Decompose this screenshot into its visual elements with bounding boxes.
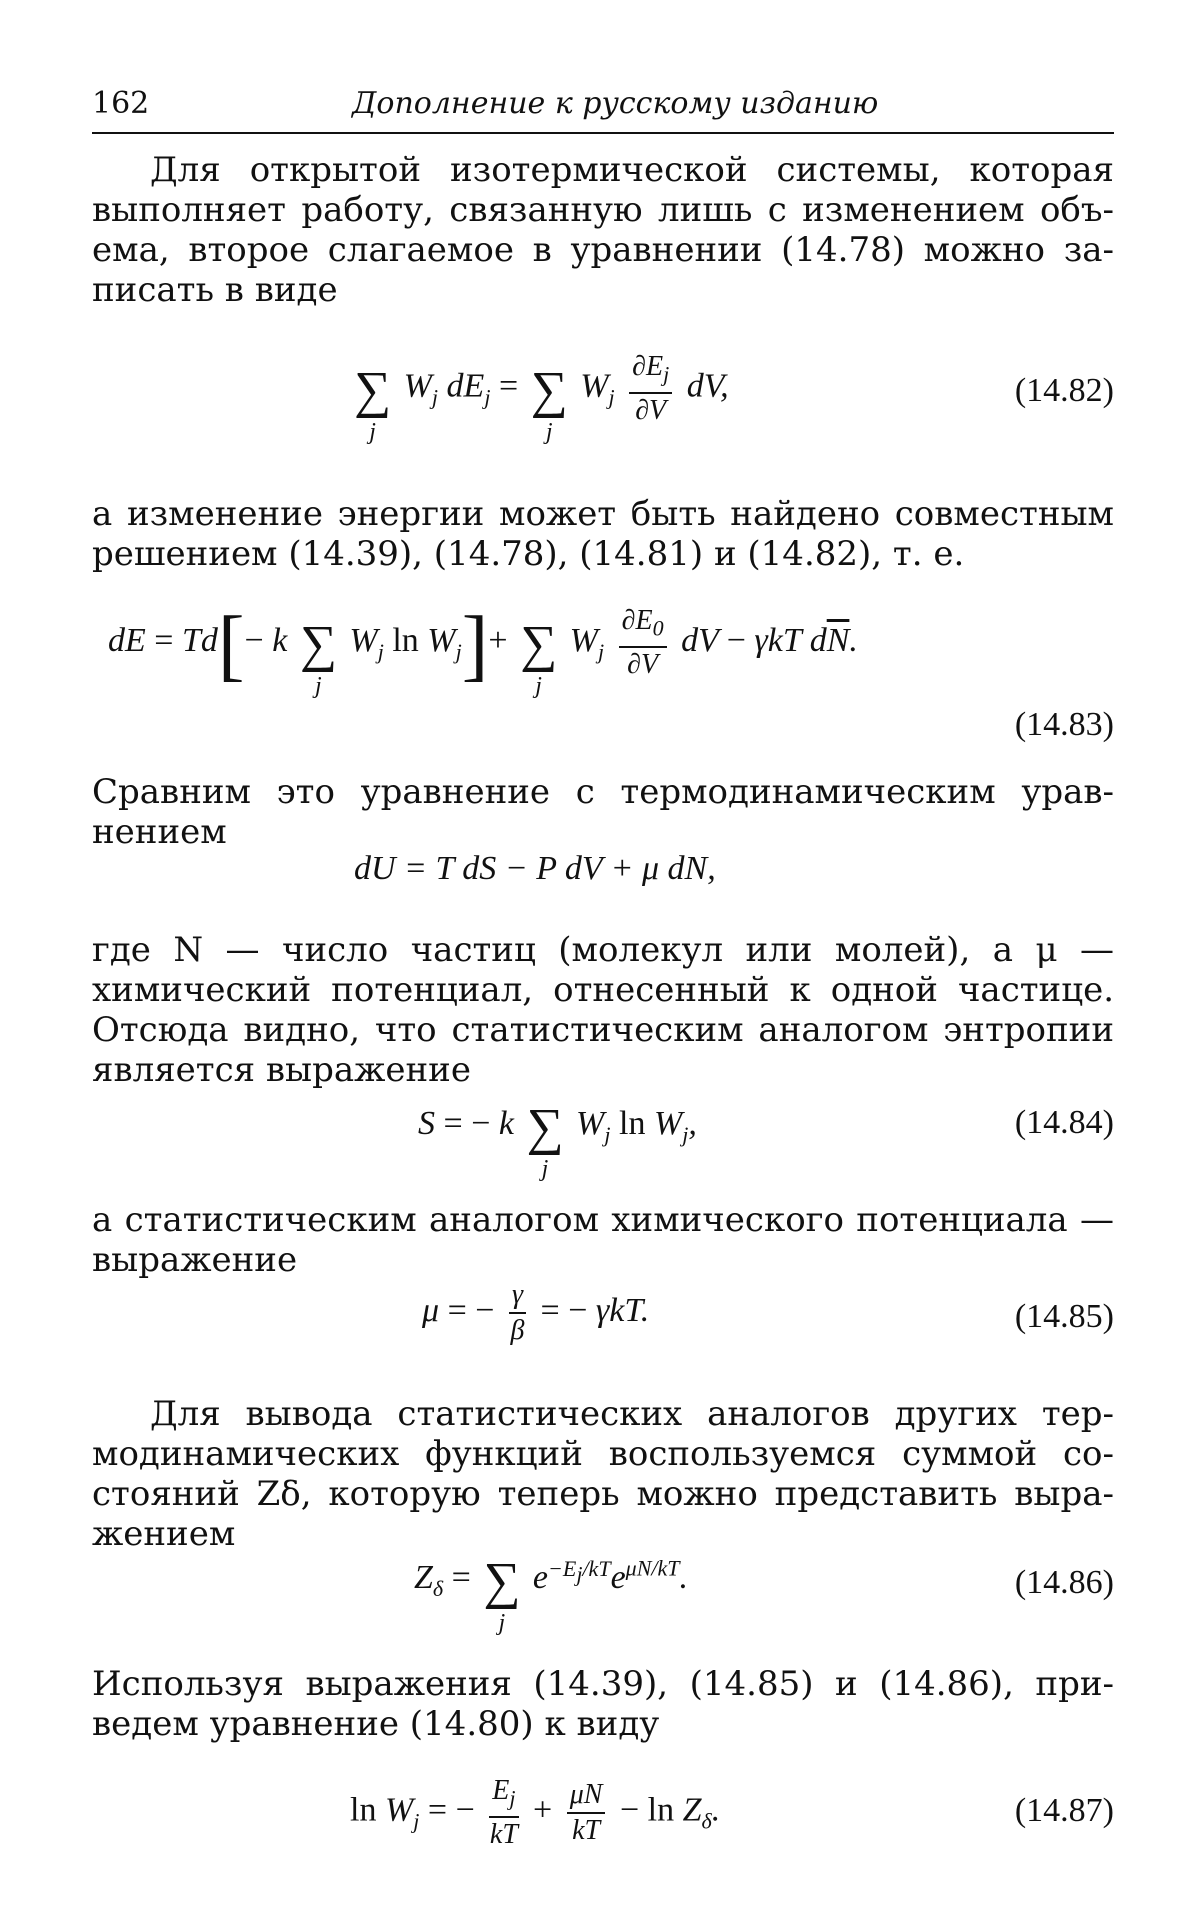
text-line: нением bbox=[92, 812, 227, 852]
equation-thermodynamic: dU = T dS − P dV + μ dN, bbox=[354, 850, 716, 887]
fraction: $\frac{\partial E_j}{\partial V}$ bbox=[629, 352, 672, 426]
text-line: стояний Zδ, которую теперь можно представить выра- bbox=[92, 1474, 1114, 1514]
equation-number: (14.87) bbox=[1014, 1792, 1114, 1829]
page-header bbox=[92, 86, 1114, 130]
equation-number: (14.85) bbox=[1014, 1298, 1114, 1335]
equation-14-82: ∑ j $W_j$ $dE_j$ = ∑ j $W_j$ $\frac{\partial E_j}{\partial V}$ dV, bbox=[354, 351, 729, 445]
sum-symbol: ∑ j bbox=[299, 616, 337, 699]
sum-symbol: ∑ j bbox=[520, 616, 558, 699]
equation-number: (14.84) bbox=[1014, 1104, 1114, 1141]
text-line: модинамических функций воспользуемся суммой со- bbox=[92, 1434, 1114, 1474]
text-line: решением (14.39), (14.78), (14.81) и (14.82), т. е. bbox=[92, 534, 965, 574]
fraction: $\frac{\mu N}{kT}$ bbox=[567, 1780, 606, 1846]
paragraph-5 bbox=[92, 1200, 1114, 1280]
text-line: Для открытой изотермической системы, которая bbox=[150, 150, 1114, 190]
sum-symbol: ∑ j bbox=[483, 1553, 521, 1636]
text-line: Для вывода статистических аналогов других тер- bbox=[150, 1394, 1114, 1434]
fraction: $\frac{\gamma}{\beta}$ bbox=[510, 1279, 525, 1346]
paragraph-4 bbox=[92, 930, 1114, 1090]
sum-symbol: ∑ j bbox=[530, 361, 568, 445]
text-line: а статистическим аналогом химического потенциала — bbox=[92, 1200, 1114, 1240]
header-rule bbox=[92, 132, 1114, 134]
text-line: Сравним это уравнение с термодинамическим урав- bbox=[92, 772, 1114, 812]
text-line: где N — число частиц (молекул или молей), а μ — bbox=[92, 930, 1114, 970]
equation-number: (14.86) bbox=[1014, 1564, 1114, 1601]
equation-14-87: $\ln W_j$ = − $\frac{E_j}{kT}$ + $\frac{\mu N}{kT}$ − $\ln Z_\delta$. bbox=[350, 1775, 721, 1850]
fraction: $\frac{\partial E_0}{\partial V}$ bbox=[619, 606, 667, 680]
page-number: 162 bbox=[92, 86, 150, 121]
equation-14-86: $Z_\delta$ = ∑ j $e^{-E_j/kT}e^{\mu N/kT}$. bbox=[414, 1553, 688, 1636]
text-line: Отсюда видно, что статистическим аналогом энтропии bbox=[92, 1010, 1114, 1050]
paragraph-6 bbox=[92, 1394, 1114, 1554]
sum-symbol: ∑ j bbox=[354, 361, 392, 445]
equation-number: (14.82) bbox=[1014, 372, 1114, 409]
sum-symbol: ∑ j bbox=[526, 1099, 564, 1182]
paragraph-1 bbox=[92, 150, 1114, 310]
text-line: ема, второе слагаемое в уравнении (14.78) можно за- bbox=[92, 230, 1114, 270]
text-line: Используя выражения (14.39), (14.85) и (14.86), при- bbox=[92, 1664, 1114, 1704]
paragraph-2 bbox=[92, 494, 1114, 574]
text-line: а изменение энергии может быть найдено совместным bbox=[92, 494, 1114, 534]
running-title: Дополнение к русскому изданию bbox=[352, 86, 879, 121]
equation-14-83: dE = Td[− k ∑ j $W_j$ $\ln W_j]+$ ∑ j $W_j$ $\frac{\partial E_0}{\partial V}$ dV − γkT $d\overline{N}$. bbox=[108, 601, 858, 699]
paragraph-7 bbox=[92, 1664, 1114, 1744]
text-line: выражение bbox=[92, 1240, 298, 1280]
text-line: химический потенциал, отнесенный к одной частице. bbox=[92, 970, 1114, 1010]
fraction: $\frac{E_j}{kT}$ bbox=[489, 1775, 518, 1850]
text-line: жением bbox=[92, 1514, 236, 1554]
text-line: выполняет работу, связанную лишь с изменением объ- bbox=[92, 190, 1114, 230]
equation-14-84: S = − k ∑ j $W_j$ $\ln W_j$, bbox=[418, 1099, 697, 1182]
equation-number: (14.83) bbox=[1014, 706, 1114, 743]
text-line: ведем уравнение (14.80) к виду bbox=[92, 1704, 660, 1744]
text-line: писать в виде bbox=[92, 270, 338, 310]
paragraph-3 bbox=[92, 772, 1114, 852]
text-line: является выражение bbox=[92, 1050, 471, 1090]
equation-14-85: μ = − $\frac{\gamma}{\beta}$ = − γkT. bbox=[422, 1279, 650, 1346]
